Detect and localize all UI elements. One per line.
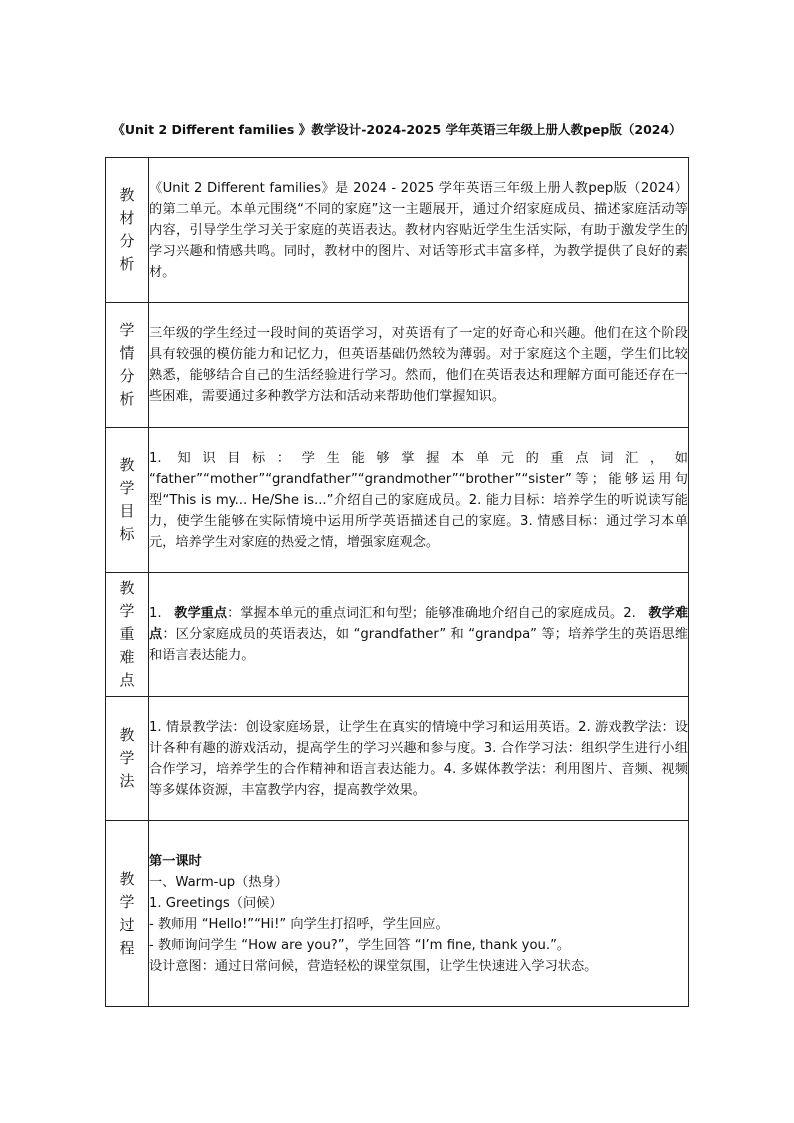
process-line: - 教师用 “Hello!”“Hi!” 向学生打招呼，学生回应。	[149, 916, 449, 932]
lesson-heading: 第一课时	[149, 853, 202, 869]
difficult-points-text: ：区分家庭成员的英语表达，如 “grandfather” 和 “grandpa” 等；培养学生的英语思维和语言表达能力。	[149, 627, 689, 663]
process-line: 一、Warm-up（热身）	[149, 874, 288, 890]
label-char: 法	[119, 772, 135, 790]
row-label-key-difficult-points	[106, 573, 149, 697]
row-label-teaching-process	[106, 821, 149, 1007]
teaching-methods-text: 1. 情景教学法：创设家庭场景，让学生在真实的情境中学习和运用英语。2. 游戏教学法：设计各种有趣的游戏活动，提高学生的学习兴趣和参与度。3. 合作学习法：组织学生进行小组合作学习，培养学生的合作精神和语言表达能力。4. 多媒体教学法：利用图片、音频、视频等多媒体资源，丰富教学内容，提高教学效果。	[149, 719, 688, 798]
label-char: 析	[119, 255, 135, 273]
difficult-points-label: 教学难点	[149, 606, 689, 642]
label-char: 教	[119, 579, 135, 597]
label-char: 点	[119, 671, 135, 689]
table-row	[106, 573, 689, 697]
table-row	[106, 303, 689, 428]
teaching-goals-content	[149, 428, 689, 573]
table-row	[106, 158, 689, 303]
label-char: 过	[119, 915, 135, 934]
key-difficult-points-text	[149, 603, 688, 666]
label-char: 标	[119, 525, 135, 543]
label-char: 学	[119, 892, 135, 911]
label-char: 教	[119, 456, 135, 474]
label-char: 学	[119, 602, 135, 620]
textbook-analysis-content	[149, 158, 689, 303]
label-char: 教	[119, 726, 135, 744]
label-char: 析	[119, 390, 135, 408]
label-char: 教	[119, 186, 135, 204]
label-char: 学	[119, 479, 135, 497]
table-row	[106, 428, 689, 573]
row-label-student-analysis	[106, 303, 149, 428]
label-char: 分	[119, 232, 135, 250]
label-char: 难	[119, 648, 135, 666]
process-line: 1. Greetings（问候）	[149, 895, 283, 911]
label-char: 程	[119, 938, 135, 957]
row-label-textbook-analysis	[106, 158, 149, 303]
textbook-analysis-text: 《Unit 2 Different families》是 2024 - 2025 学年英语三年级上册人教pep版（2024）的第二单元。本单元围绕“不同的家庭”这一主题展开，通过介绍家庭成员、描述家庭活动等内容，引导学生学习关于家庭的英语表达。教材内容贴近学生生活实际，有助于激发学生的学习兴趣和情感共鸣。同时，教材中的图片、对话等形式丰富多样，为教学提供了良好的素材。	[149, 180, 688, 280]
row-label-teaching-goals	[106, 428, 149, 573]
process-line: - 教师询问学生 “How are you?”，学生回答 “I’m fine, thank you.”。	[149, 937, 571, 953]
label-char: 学	[119, 749, 135, 767]
table-row	[106, 697, 689, 821]
student-analysis-content	[149, 303, 689, 428]
key-points-label: 教学重点	[174, 606, 228, 621]
label-char: 目	[119, 502, 135, 520]
label-char: 分	[119, 367, 135, 385]
label-char: 重	[119, 625, 135, 643]
document-title: 《Unit 2 Different families 》教学设计-2024-2025 学年英语三年级上册人教pep版（2024）	[112, 122, 682, 137]
key-difficult-points-content	[149, 573, 689, 697]
row-label-teaching-methods	[106, 697, 149, 821]
label-char: 学	[119, 321, 135, 339]
table-row	[106, 821, 689, 1007]
label-char: 情	[119, 344, 135, 362]
lesson-plan-table	[105, 157, 689, 1007]
teaching-methods-content	[149, 697, 689, 821]
key-number: 1.	[149, 606, 162, 621]
label-char: 教	[119, 869, 135, 888]
student-analysis-text: 三年级的学生经过一段时间的英语学习，对英语有了一定的好奇心和兴趣。他们在这个阶段具有较强的模仿能力和记忆力，但英语基础仍然较为薄弱。对于家庭这个主题，学生们比较熟悉，能够结合自己的生活经验进行学习。然而，他们在英语表达和理解方面可能还存在一些困难，需要通过多种教学方法和活动来帮助他们掌握知识。	[149, 326, 688, 404]
key-points-text: ：掌握本单元的重点词汇和句型；能够准确地介绍自己的家庭成员。2.	[227, 606, 636, 621]
teaching-process-content	[149, 821, 689, 1007]
teaching-goals-text: 1. 知识目标：学生能够掌握本单元的重点词汇，如 “father”“mother”“grandfather”“grandmother”“brother”“sister”等；能够运用句型“This is my... He/She is...”介绍自己的家庭成员。2. 能力目标：培养学生的听说读写能力，使学生能够在实际情境中运用所学英语描述自己的家庭。3. 情感目标：通过学习本单元，培养学生对家庭的热爱之情，增强家庭观念。	[149, 450, 688, 550]
process-line: 设计意图：通过日常问候，营造轻松的课堂氛围，让学生快速进入学习状态。	[149, 958, 598, 974]
label-char: 材	[119, 209, 135, 227]
